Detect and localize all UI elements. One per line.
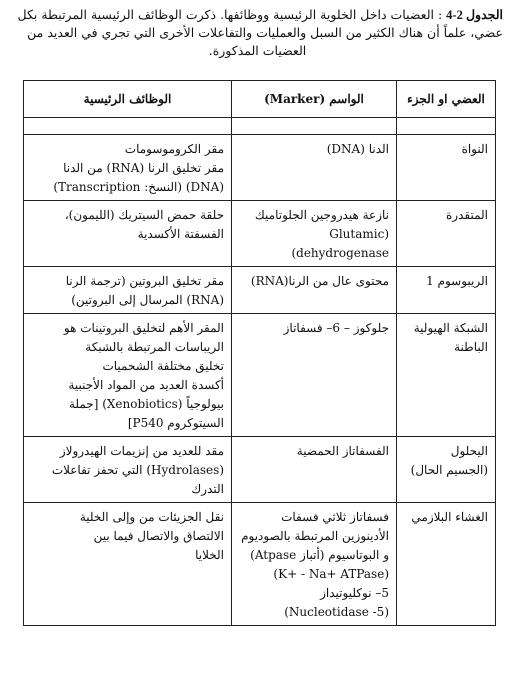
caption-text-line-3: العضيات المذكورة. — [208, 43, 307, 58]
table-row — [24, 201, 496, 267]
cell-text: المتقدرة — [446, 208, 488, 222]
spacer-cell — [232, 118, 397, 135]
cell-text: (K+ - Na+ ATPase) — [273, 567, 389, 581]
organelle-cell — [397, 201, 496, 267]
cell-text: جلوكوز – 6– فسفاتاز — [283, 321, 389, 335]
organelle-cell — [397, 503, 496, 626]
marker-cell — [232, 267, 397, 314]
organelle-cell — [397, 267, 496, 314]
table-header-row — [24, 81, 496, 118]
cell-text: مقر الكروموسومات — [124, 142, 224, 156]
cell-text: (Hydrolases) التي تحفز تفاعلات — [51, 463, 224, 477]
functions-cell — [24, 135, 232, 201]
marker-cell — [232, 135, 397, 201]
cell-text: الالتصاق والاتصال فيما بين — [93, 529, 224, 543]
cell-text: الريباسات المرتبطة بالشبكة — [85, 340, 224, 354]
marker-cell — [232, 314, 397, 437]
marker-cell — [232, 503, 397, 626]
cell-text: حلقة حمض السيتريك (الليمون)، — [64, 208, 224, 222]
table-row — [24, 135, 496, 201]
organelle-cell — [397, 437, 496, 503]
cell-text: الأدينوزين المرتبطة بالصوديوم — [241, 529, 389, 543]
cell-text: مقر تخليق الرنا (RNA) من الدنا — [63, 161, 224, 175]
functions-cell — [24, 267, 232, 314]
header-functions: الوظائف الرئيسية — [24, 81, 232, 118]
table-row — [24, 437, 496, 503]
cell-text: نقل الجزيئات من وإلى الخلية — [79, 510, 224, 524]
cell-text: الفسفاتاز الحمضية — [296, 444, 389, 458]
cell-text: الخلايا — [195, 548, 224, 562]
organelle-cell — [397, 314, 496, 437]
cell-text: (5- Nucleotidase) — [284, 605, 389, 619]
cell-text: بيولوجياً (Xenobiotics) [جملة — [68, 397, 224, 411]
cell-text: (RNA) المرسال إلى البروتين) — [71, 293, 224, 307]
spacer-cell — [397, 118, 496, 135]
header-marker: الواسم (Marker) — [232, 81, 397, 118]
table-row — [24, 314, 496, 437]
cell-text: الغشاء البلازمي — [411, 510, 488, 524]
header-organelle: العضي او الجزء — [397, 81, 496, 118]
cell-text: نازعة هيدروجين الجلوتاميك — [254, 208, 389, 222]
table-body — [24, 118, 496, 626]
caption-text-line-1: : العضيات داخل الخلوية الرئيسية ووظائفها. ذكرت الوظائف الرئيسية المرتبطة بكل — [17, 7, 443, 22]
organelle-cell — [397, 135, 496, 201]
functions-cell — [24, 437, 232, 503]
table-spacer-row — [24, 118, 496, 135]
cell-text: السيتوكروم P540] — [127, 416, 224, 430]
cell-text: فسفاتاز ثلاثي فسفات — [281, 510, 389, 524]
cell-text: (الجسيم الحال) — [410, 463, 488, 477]
cell-text: مقر تخليق البروتين (ترجمة الرنا — [65, 274, 224, 288]
spacer-cell — [24, 118, 232, 135]
cell-text: النواة — [461, 142, 488, 156]
functions-cell — [24, 201, 232, 267]
cell-text: مقد للعديد من إنزيمات الهيدرولاز — [59, 444, 224, 458]
functions-cell — [24, 503, 232, 626]
cell-text: تخليق مختلفة الشحميات — [102, 359, 224, 373]
cell-text: الريبوسوم 1 — [426, 274, 488, 288]
organelles-table — [23, 80, 496, 626]
cell-text: المقر الأهم لتخليق البروتينات هو — [63, 321, 224, 335]
caption-text-line-2: عضي، علماً أن هناك الكثير من السبل والعمليات والتفاعلات الأخرى التي تجري في العديد من — [27, 25, 503, 40]
cell-text: و البوتاسيوم (أتباز Atpase) — [250, 548, 389, 562]
cell-text: الفسفتة الأكسدية — [137, 227, 224, 241]
cell-text: الشبكة الهيولية — [413, 321, 488, 335]
cell-text: أكسدة العديد من المواد الأجنبية — [68, 378, 224, 392]
functions-cell — [24, 314, 232, 437]
caption-label: الجدول 2-4 — [446, 8, 503, 22]
cell-text: 5– نوكليوتيداز — [320, 586, 389, 600]
cell-text: الباطنة — [454, 340, 488, 354]
table-row — [24, 267, 496, 314]
table-row — [24, 503, 496, 626]
cell-text: (DNA) (النسخ: Transcription) — [53, 180, 224, 194]
marker-cell — [232, 437, 397, 503]
cell-text: الدنا (DNA) — [326, 142, 389, 156]
cell-text: (Glutamic dehydrogenase) — [291, 227, 389, 260]
marker-cell — [232, 201, 397, 267]
cell-text: اليحلول — [450, 444, 488, 458]
cell-text: التدرك — [191, 482, 224, 496]
table-caption — [12, 6, 503, 60]
cell-text: محتوى عال من الرنا(RNA) — [250, 274, 389, 288]
